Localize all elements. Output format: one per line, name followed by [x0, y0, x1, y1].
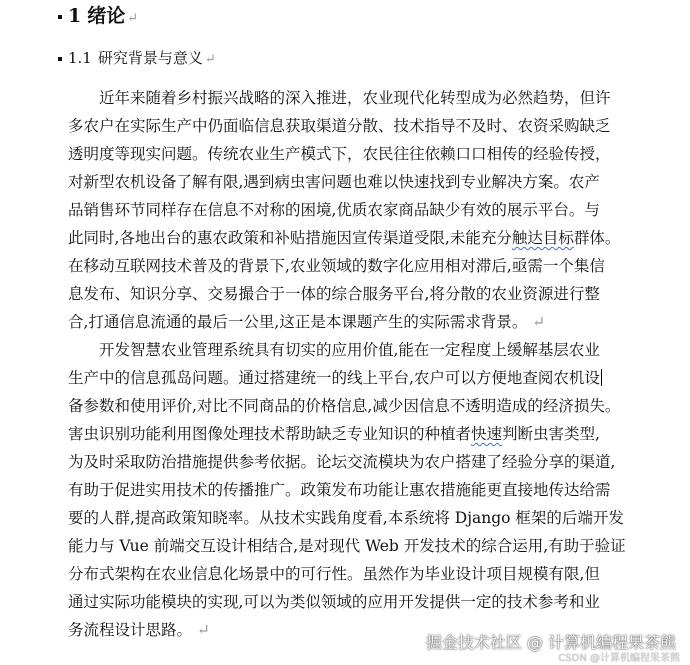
text-line: [68, 560, 600, 588]
text-line: [68, 224, 620, 252]
text-line: [68, 280, 600, 308]
text-line: [68, 196, 600, 224]
text-cursor: [601, 369, 602, 386]
text-line: [68, 308, 545, 336]
line-text: 息发布、知识分享、交易撮合于一体的综合服务平台,将分散的农业资源进行整: [68, 285, 600, 303]
text-line: [68, 476, 611, 504]
text-line: [68, 364, 602, 392]
text-line: [68, 112, 611, 140]
line-text: 生产中的信息孤岛问题。通过搭建统一的线上平台,农户可以方便地查阅农机设: [68, 369, 600, 387]
line-text: 务流程设计思路。: [68, 621, 193, 639]
text-line: [99, 336, 600, 364]
spellcheck-underlined-text: 触达目标: [511, 229, 574, 247]
text-line: [68, 532, 626, 560]
line-text: 能力与 Vue 前端交互设计相结合,是对现代 Web 开发技术的综合运用,有助于验证: [68, 537, 626, 555]
watermark-small: CSDN @计算机编程果茶熊: [558, 653, 680, 664]
line-text: 有助于促进实用技术的传播推广。政策发布功能让惠农措施能更直接地传达给需: [68, 481, 611, 499]
spellcheck-underlined-text: 快速: [471, 425, 503, 443]
paragraph-mark-icon: ↵: [204, 52, 216, 67]
line-text-tail: ↵: [192, 621, 210, 639]
heading-1-number: 1: [68, 5, 82, 27]
text-line: [68, 616, 210, 644]
text-line: [68, 168, 600, 196]
line-text: 此同时,各地出台的惠农政策和补贴措施因宣传渠道受限,未能充分: [68, 229, 512, 247]
heading-2: [68, 47, 216, 71]
text-line: [68, 504, 624, 532]
heading1-bullet: [58, 15, 62, 19]
heading-1-text: 绪论: [87, 5, 126, 27]
line-text: 为及时采取防治措施提供参考依据。论坛交流模块为农户搭建了经验分享的渠道,: [68, 453, 616, 471]
heading-2-number: 1.1: [68, 49, 92, 67]
heading2-bullet: [58, 57, 62, 61]
paragraph-mark-icon: ↵: [127, 11, 139, 26]
text-line: [68, 588, 600, 616]
text-line: [68, 420, 600, 448]
line-text-tail: 判断虫害类型,: [502, 425, 600, 443]
line-text: 备参数和使用评价,对比不同商品的价格信息,减少因信息不透明造成的经济损失。: [68, 397, 621, 415]
line-text: 多农户在实际生产中仍面临信息获取渠道分散、技术指导不及时、农资采购缺乏: [68, 117, 611, 135]
line-text: 对新型农机设备了解有限,遇到病虫害问题也难以快速找到专业解决方案。农产: [68, 173, 600, 191]
line-text: 害虫识别功能利用图像处理技术帮助缺乏专业知识的种植者: [68, 425, 472, 443]
text-line: [68, 252, 605, 280]
line-text: 通过实际功能模块的实现,可以为类似领域的应用开发提供一定的技术参考和业: [68, 593, 600, 611]
line-text: 近年来随着乡村振兴战略的深入推进，农业现代化转型成为必然趋势，但许: [99, 89, 611, 107]
line-text: 合,打通信息流通的最后一公里,这正是本课题产生的实际需求背景。: [68, 313, 528, 331]
text-line: [99, 84, 611, 112]
line-text: 在移动互联网技术普及的背景下,农业领域的数字化应用相对滞后,亟需一个集信: [68, 257, 605, 275]
text-line: [68, 140, 611, 168]
text-line: [68, 448, 615, 476]
line-text-tail: 群体。: [573, 229, 621, 247]
text-line: [68, 392, 620, 420]
heading-1: [68, 4, 138, 31]
line-text: 品销售环节同样存在信息不对称的困境,优质农家商品缺少有效的展示平台。与: [68, 201, 600, 219]
line-text: 开发智慧农业管理系统具有切实的应用价值,能在一定程度上缓解基层农业: [99, 341, 600, 359]
line-text: 透明度等现实问题。传统农业生产模式下，农民往往依赖口口相传的经验传授，: [68, 145, 611, 163]
line-text: 要的人群,提高政策知晓率。从技术实践角度看,本系统将 Django 框架的后端开发: [68, 509, 624, 527]
line-text: 分布式架构在农业信息化场景中的可行性。虽然作为毕业设计项目规模有限,但: [68, 565, 600, 583]
line-text-tail: ↵: [527, 313, 546, 331]
heading-2-text: 研究背景与意义: [97, 49, 203, 67]
watermark: 掘金技术社区 @ 计算机编程果茶熊: [425, 633, 676, 652]
